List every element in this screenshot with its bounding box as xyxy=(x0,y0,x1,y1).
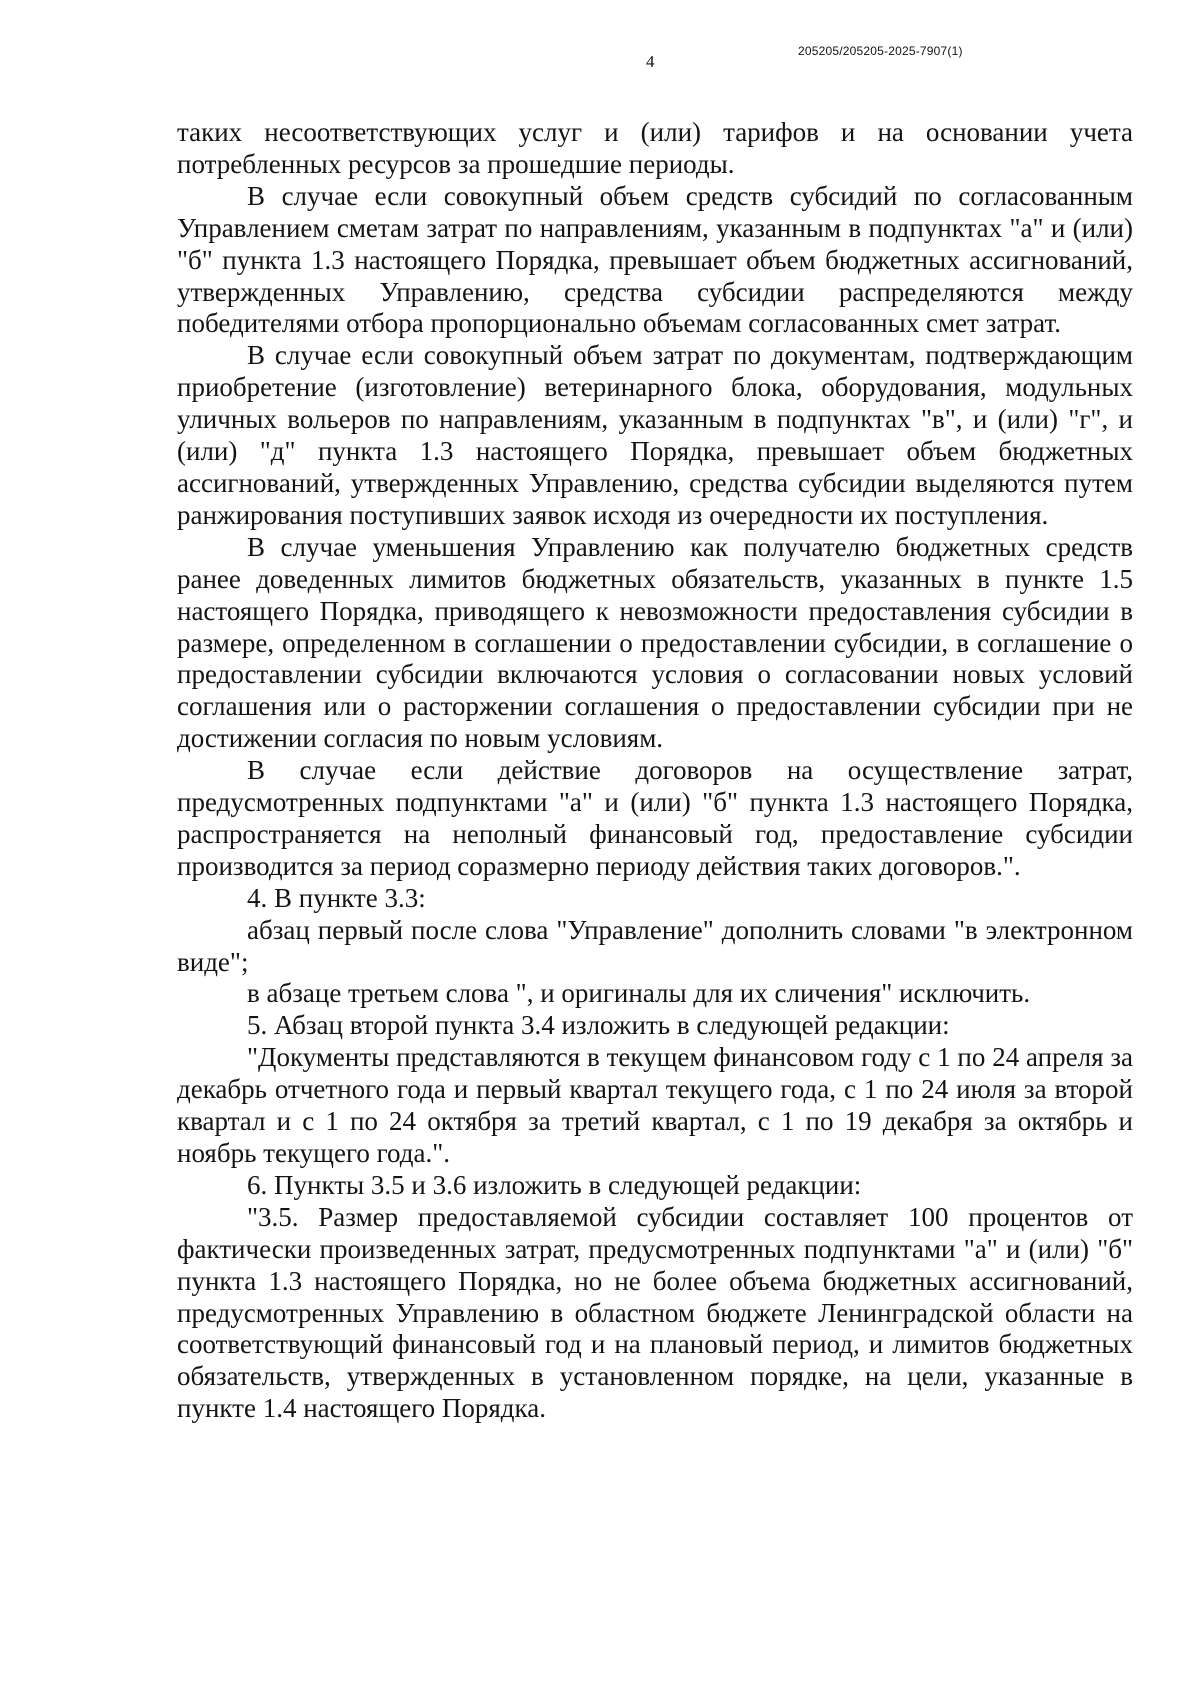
paragraph: В случае если совокупный объем средств субсидий по согласованным Управлением сметам затрат по направлениям, указанным в подпунктах "а" и (или) "б" пункта 1.3 настоящего Порядка, превышает объем бюджетных ассигнований, утвержденных Управлению, средства субсидии распределяются между победителями отбора пропорционально объемам согласованных смет затрат. xyxy=(177,180,1133,339)
document-id: 205205/205205-2025-7907(1) xyxy=(798,44,963,58)
paragraph: "3.5. Размер предоставляемой субсидии составляет 100 процентов от фактически произведенных затрат, предусмотренных подпунктами "а" и (или) "б" пункта 1.3 настоящего Порядка, но не более объема бюджетных ассигнований, предусмотренных Управлению в областном бюджете Ленинградской области на соответствующий финансовый год и на плановый период, и лимитов бюджетных обязательств, утвержденных в установленном порядке, на цели, указанные в пункте 1.4 настоящего Порядка. xyxy=(177,1201,1133,1424)
page-number: 4 xyxy=(646,52,655,71)
paragraph: В случае если действие договоров на осуществление затрат, предусмотренных подпунктами "а" и (или) "б" пункта 1.3 настоящего Порядка, распространяется на неполный финансовый год, предоставление субсидии производится за период соразмерно периоду действия таких договоров.". xyxy=(177,755,1133,881)
paragraph: 6. Пункты 3.5 и 3.6 изложить в следующей редакции: xyxy=(247,1169,862,1200)
paragraph: абзац первый после слова "Управление" дополнить словами "в электронном виде"; xyxy=(177,914,1133,977)
paragraph-continuation: таких несоответствующих услуг и (или) тарифов и на основании учета потребленных ресурсов за прошедшие периоды. xyxy=(177,117,1133,179)
paragraph: 5. Абзац второй пункта 3.4 изложить в следующей редакции: xyxy=(247,1010,950,1041)
paragraph: "Документы представляются в текущем финансовом году с 1 по 24 апреля за декабрь отчетного года и первый квартал текущего года, с 1 по 24 июля за второй квартал и с 1 по 24 октября за третий квартал, с 1 по 19 декабря за октябрь и ноябрь текущего года.". xyxy=(177,1042,1133,1168)
paragraph: В случае уменьшения Управлению как получателю бюджетных средств ранее доведенных лимитов бюджетных обязательств, указанных в пункте 1.5 настоящего Порядка, приводящего к невозможности предоставления субсидии в размере, определенном в соглашении о предоставлении субсидии, в соглашение о предоставлении субсидии включаются условия о согласовании новых условий соглашения или о расторжении соглашения о предоставлении субсидии при не достижении согласия по новым условиям. xyxy=(177,531,1133,754)
document-body xyxy=(177,117,1133,1425)
paragraph: в абзаце третьем слова ", и оригиналы для их сличения" исключить. xyxy=(247,978,1031,1009)
paragraph: 4. В пункте 3.3: xyxy=(247,882,426,913)
paragraph: В случае если совокупный объем затрат по документам, подтверждающим приобретение (изготовление) ветеринарного блока, оборудования, модульных уличных вольеров по направлениям, указанным в подпунктах "в", и (или) "г", и (или) "д" пункта 1.3 настоящего Порядка, превышает объем бюджетных ассигнований, утвержденных Управлению, средства субсидии выделяются путем ранжирования поступивших заявок исходя из очередности их поступления. xyxy=(177,340,1133,530)
